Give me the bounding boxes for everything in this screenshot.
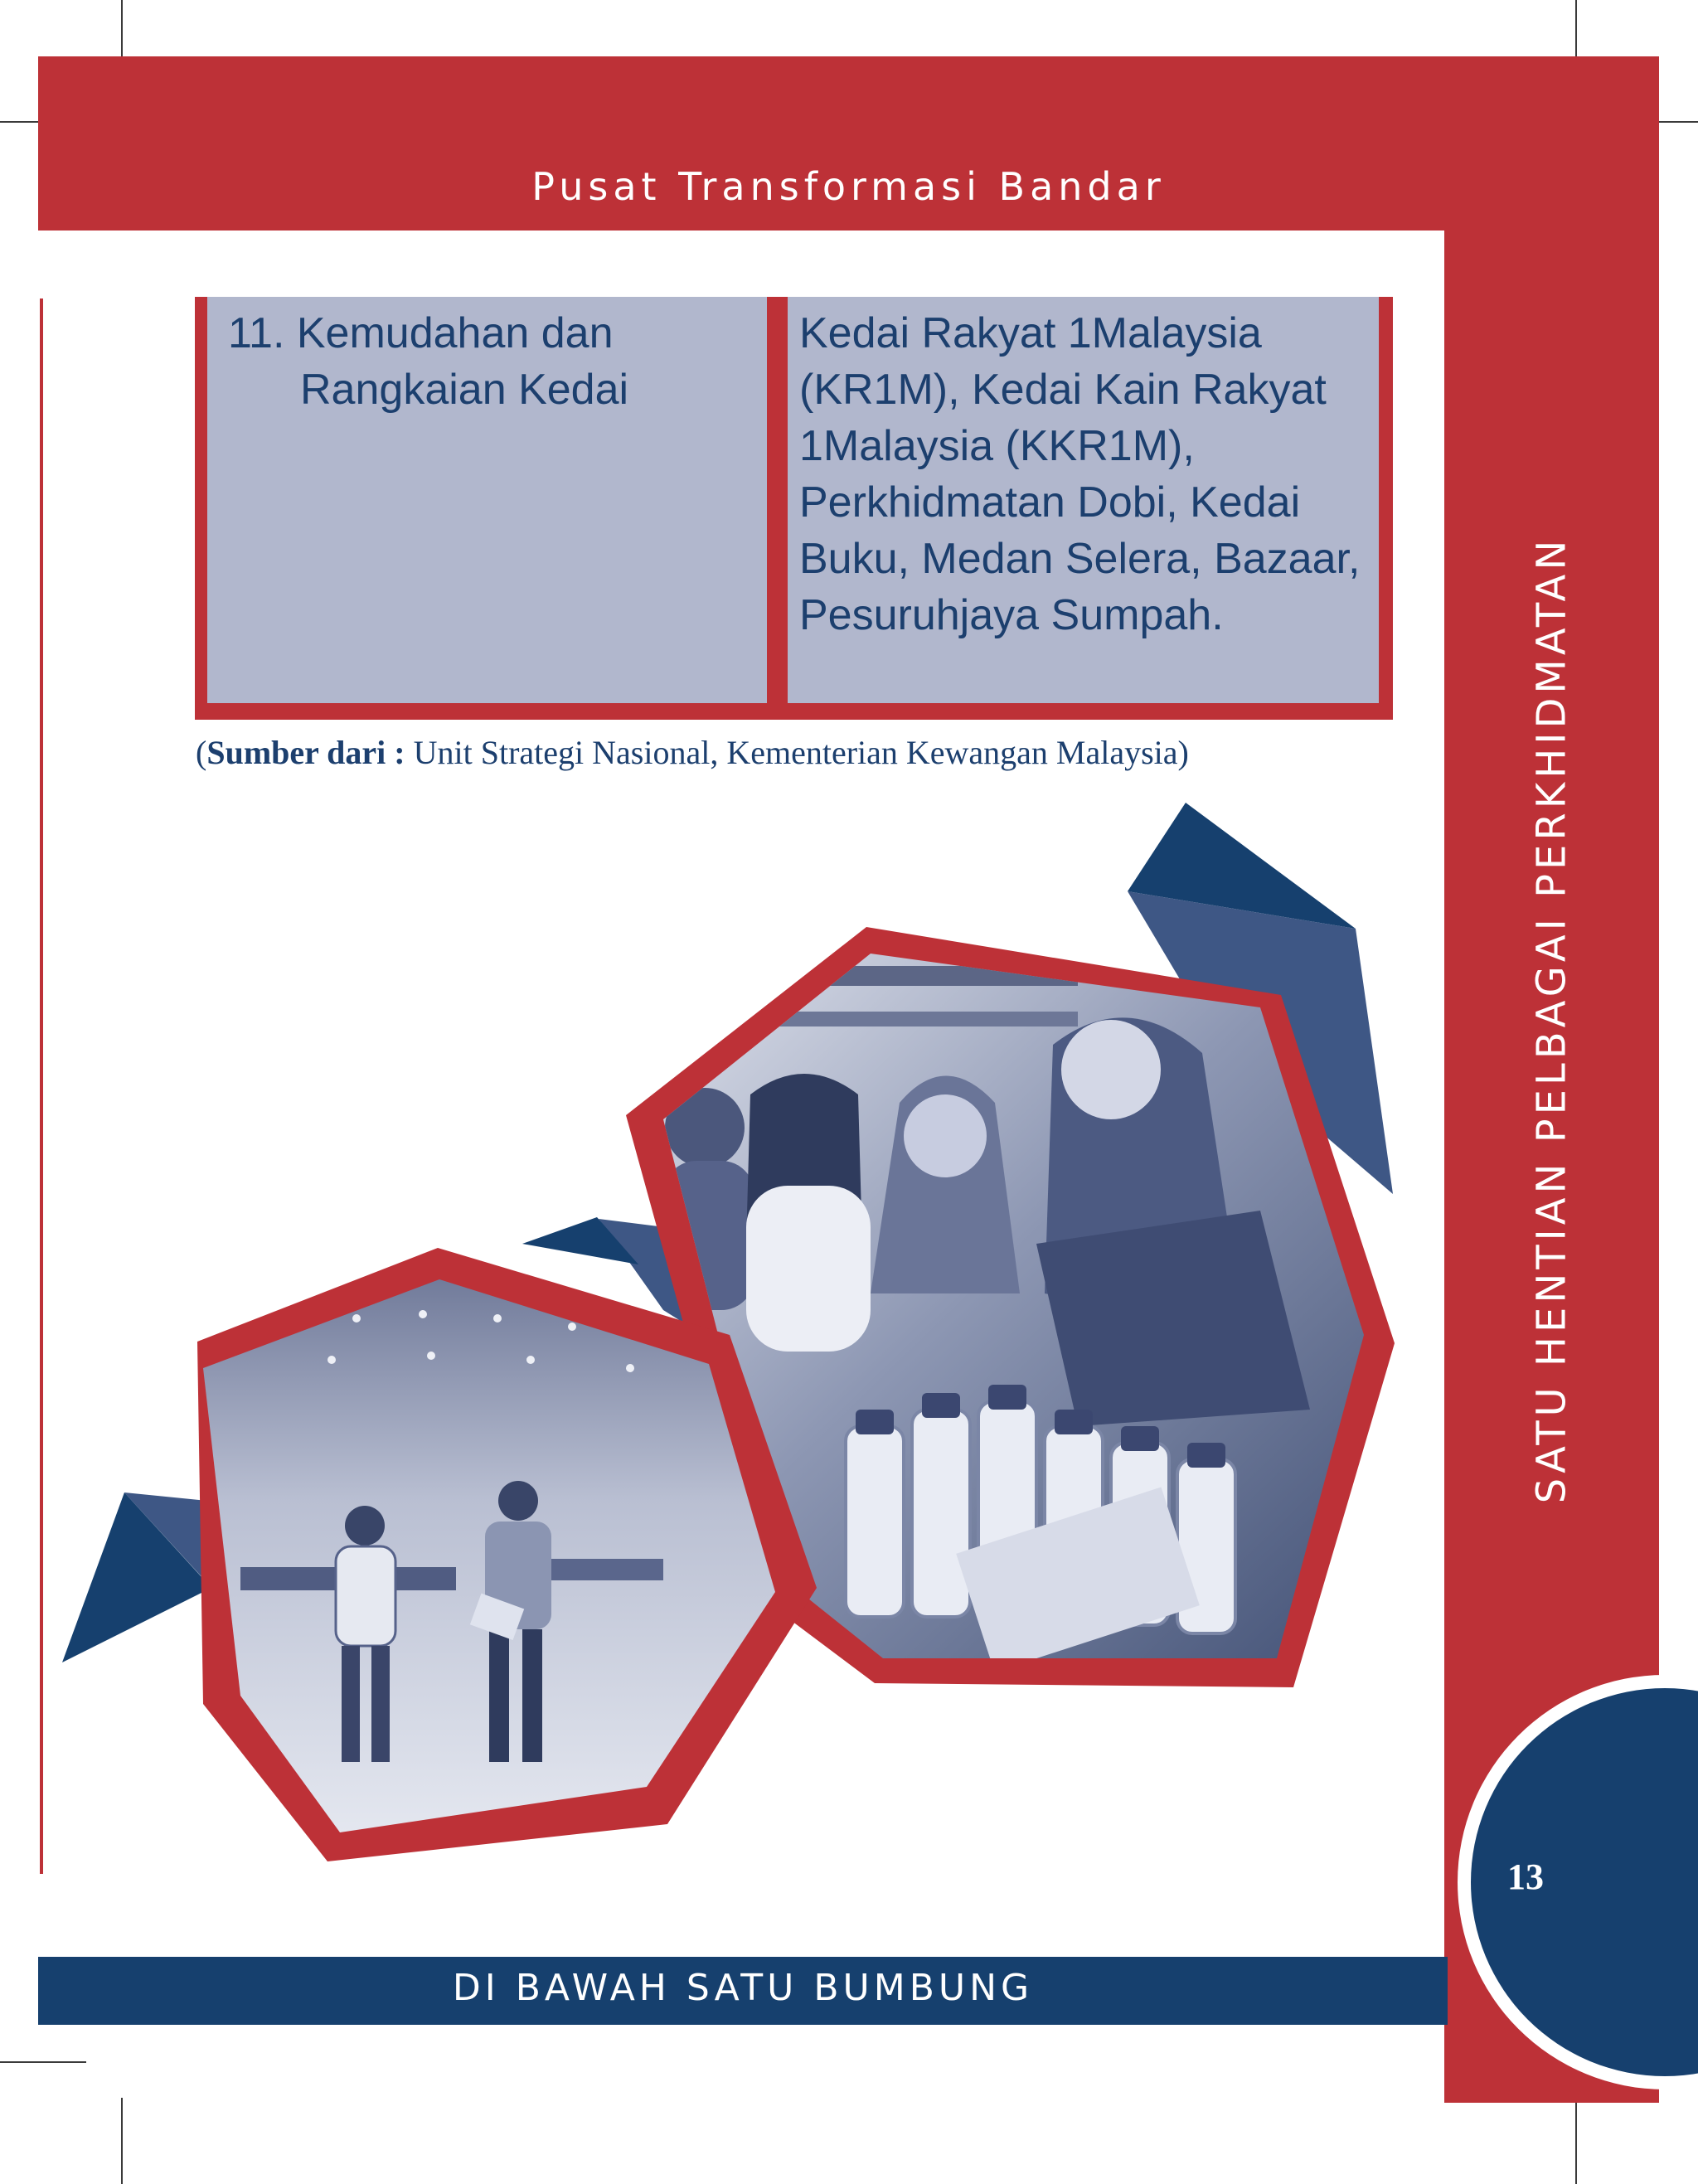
vertical-title-text: SATU HENTIAN PELBAGAI PERKHIDMATAN xyxy=(1528,536,1575,1504)
header-title: Pusat Transformasi Bandar xyxy=(531,164,1166,209)
terminal-photo xyxy=(191,1248,817,1861)
services-list-text: Kedai Rakyat 1Malaysia (KR1M), Kedai Kain Rakyat 1Malaysia (KKR1M), Perkhidmatan Dobi, Kedai Buku, Medan Selera, Bazaar, Pesuruhjaya Sumpah. xyxy=(799,309,1361,639)
footer-title: DI BAWAH SATU BUMBUNG xyxy=(452,1967,1034,2009)
source-label: Sumber dari : xyxy=(206,734,405,771)
category-label-line2: Rangkaian Kedai xyxy=(300,366,629,414)
source-text: Unit Strategi Nasional, Kementerian Kewangan Malaysia) xyxy=(405,734,1189,771)
page-number: 13 xyxy=(1507,1856,1544,1897)
source-open-paren: ( xyxy=(196,734,207,771)
category-label-line1: 11. Kemudahan dan xyxy=(228,309,614,357)
